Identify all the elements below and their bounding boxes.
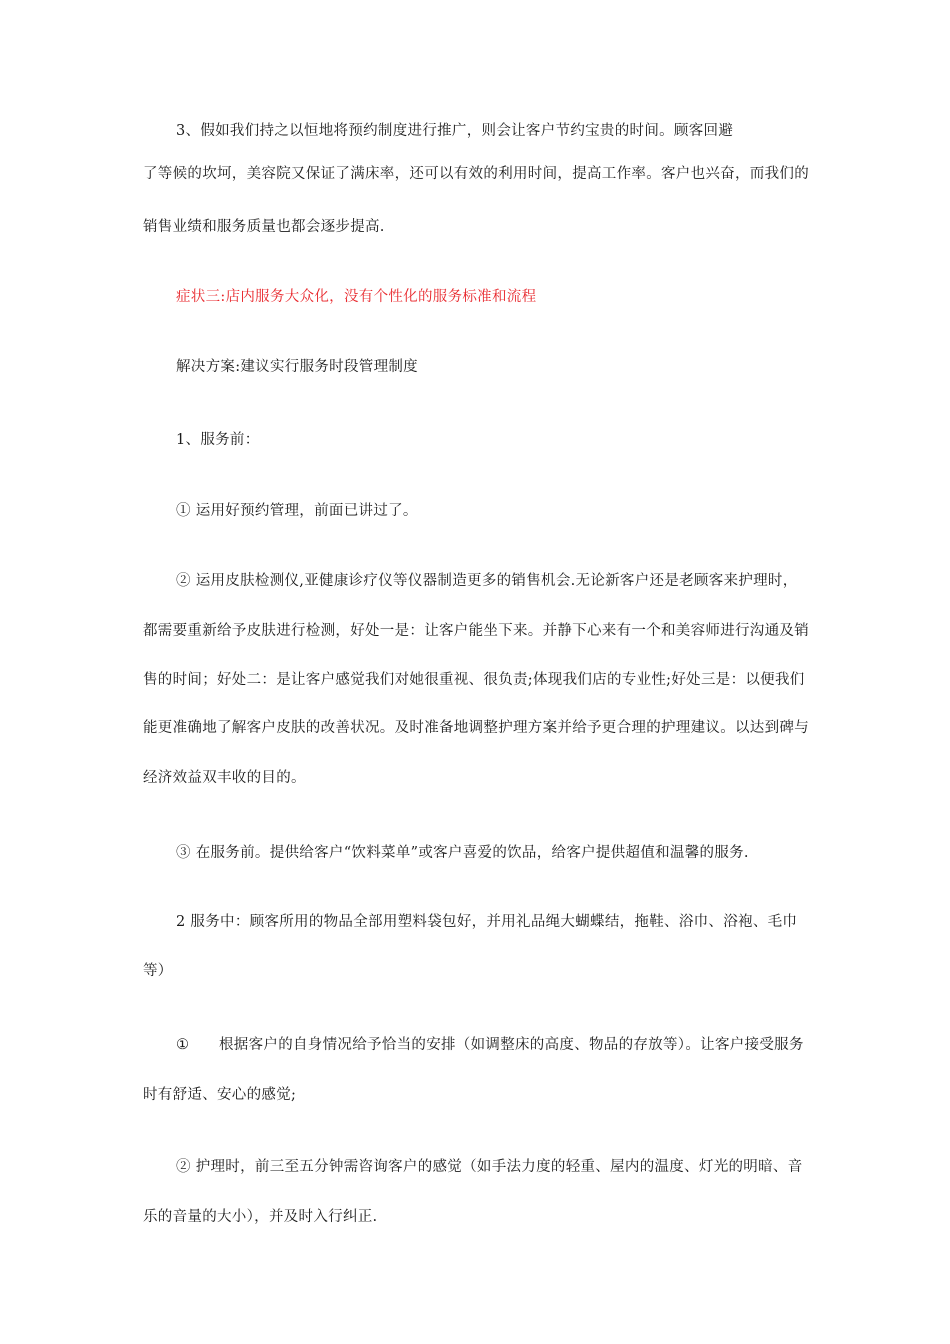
- list-item: 根据客户的自身情况给予恰当的安排（如调整床的高度、物品的存放等）。让客户接受服务: [219, 1037, 804, 1053]
- section-heading: 2 服务中：顾客所用的物品全部用塑料袋包好，并用礼品绳大蝴蝶结，拖鞋、浴巾、浴袍、毛巾: [176, 914, 798, 930]
- list-item: ② 护理时，前三至五分钟需咨询客户的感觉（如手法力度的轻重、屋内的温度、灯光的明暗、音: [176, 1159, 803, 1175]
- paragraph-line: 售的时间；好处二：是让客户感觉我们对她很重视、很负责;体现我们店的专业性;好处三是：以便我们: [143, 672, 805, 688]
- paragraph-line: 都需要重新给予皮肤进行检测，好处一是：让客户能坐下来。并静下心来有一个和美容师进行沟通及销: [143, 623, 809, 639]
- paragraph-line: 能更准确地了解客户皮肤的改善状况。及时准备地调整护理方案并给予更合理的护理建议。以达到碑与: [143, 720, 809, 736]
- symptom-heading: 症状三:店内服务大众化，没有个性化的服务标准和流程: [176, 289, 537, 305]
- paragraph-line: 乐的音量的大小），并及时入行纠正.: [143, 1209, 378, 1225]
- paragraph-line: 销售业绩和服务质量也都会逐步提高.: [143, 219, 385, 235]
- paragraph-line: 时有舒适、安心的感觉;: [143, 1087, 297, 1103]
- list-item: ③ 在服务前。提供给客户“饮料菜单”或客户喜爱的饮品，给客户提供超值和温馨的服务.: [176, 845, 749, 861]
- list-marker: ①: [176, 1037, 190, 1053]
- list-item: ① 运用好预约管理，前面已讲过了。: [176, 503, 418, 519]
- paragraph-line: 了等候的坎坷，美容院又保证了满床率，还可以有效的利用时间，提高工作率。客户也兴奋，而我们的: [143, 166, 809, 182]
- solution-line: 解决方案:建议实行服务时段管理制度: [176, 359, 418, 375]
- paragraph-line: 经济效益双丰收的目的。: [143, 770, 306, 786]
- list-item: ② 运用皮肤检测仪,亚健康诊疗仪等仪器制造更多的销售机会.无论新客户还是老顾客来护理时，: [176, 573, 798, 589]
- paragraph-line: 3、假如我们持之以恒地将预约制度进行推广，则会让客户节约宝贵的时间。顾客回避: [176, 123, 734, 139]
- section-heading: 1、服务前：: [176, 432, 260, 448]
- paragraph-line: 等）: [143, 963, 173, 979]
